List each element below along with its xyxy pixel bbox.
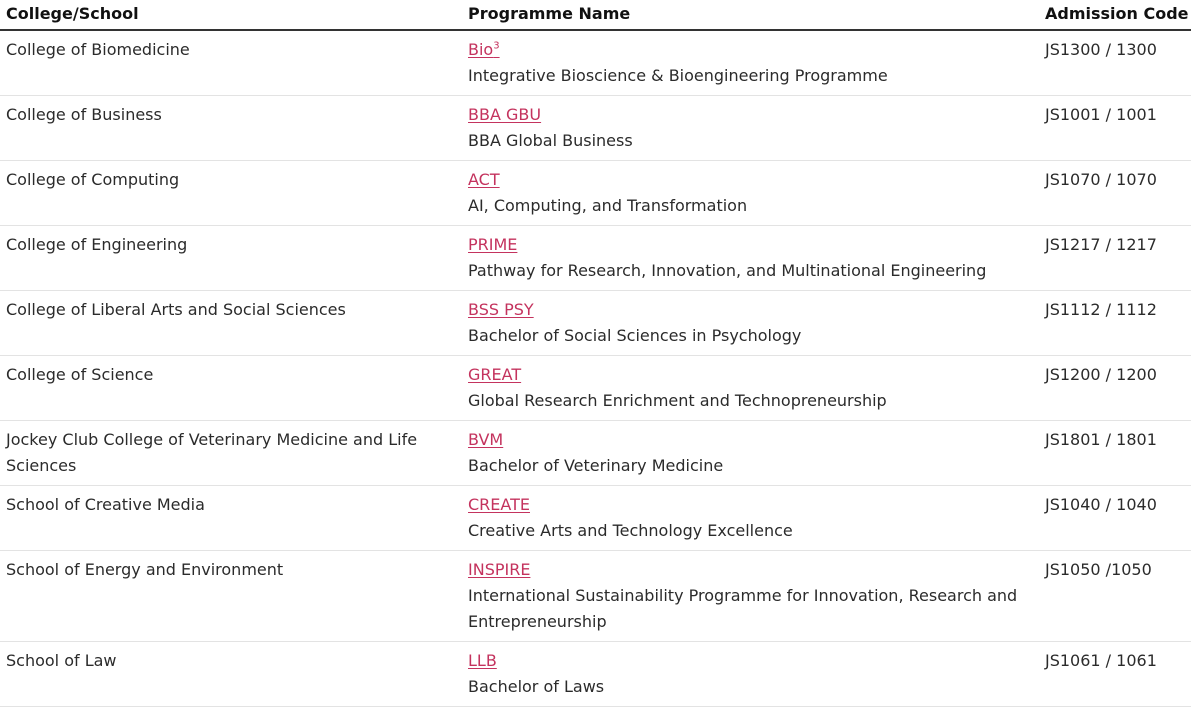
header-admission-code: Admission Code (1039, 0, 1191, 30)
admission-code-cell: JS1040 / 1040 (1039, 486, 1191, 551)
college-name-cell: College of Biomedicine (0, 30, 462, 96)
table-row (0, 30, 1191, 96)
college-name-cell: College of Business (0, 96, 462, 161)
programme-full-name: Bachelor of Social Sciences in Psychology (468, 326, 802, 345)
college-name-cell: College of Computing (0, 161, 462, 226)
programme-abbr: GREAT (468, 365, 522, 384)
programme-abbr: BSS PSY (468, 300, 534, 319)
admission-code-cell: JS1061 / 1061 (1039, 642, 1191, 707)
header-college: College/School (0, 0, 462, 30)
college-name-cell: School of Law (0, 642, 462, 707)
programme-full-name: BBA Global Business (468, 131, 633, 150)
admission-code-cell: JS1001 / 1001 (1039, 96, 1191, 161)
programme-abbr: INSPIRE (468, 560, 531, 579)
programme-abbr: PRIME (468, 235, 518, 254)
admission-code-cell: JS1300 / 1300 (1039, 30, 1191, 96)
admission-code-cell: JS1070 / 1070 (1039, 161, 1191, 226)
programme-abbr: BVM (468, 430, 504, 449)
programme-link[interactable] (468, 651, 497, 670)
programme-cell (462, 421, 1039, 486)
programme-cell (462, 30, 1039, 96)
programme-full-name: AI, Computing, and Transformation (468, 196, 748, 215)
college-name-cell: College of Science (0, 356, 462, 421)
table-row (0, 291, 1191, 356)
table-row (0, 642, 1191, 707)
college-name-cell: Jockey Club College of Veterinary Medicine and Life Sciences (0, 421, 462, 486)
programme-link[interactable] (468, 170, 500, 189)
programme-cell (462, 642, 1039, 707)
programme-link[interactable] (468, 40, 500, 59)
college-name-cell: School of Creative Media (0, 486, 462, 551)
programme-abbr: LLB (468, 651, 497, 670)
programme-cell (462, 96, 1039, 161)
college-name-cell: School of Energy and Environment (0, 551, 462, 642)
programme-link[interactable] (468, 560, 530, 579)
table-header-row (0, 0, 1191, 30)
programme-cell (462, 551, 1039, 642)
programme-cell (462, 486, 1039, 551)
table-row (0, 226, 1191, 291)
programme-link[interactable] (468, 495, 530, 514)
programme-abbr-superscript: 3 (493, 40, 500, 52)
programme-full-name: Creative Arts and Technology Excellence (468, 521, 793, 540)
admission-code-cell: JS1801 / 1801 (1039, 421, 1191, 486)
admission-code-cell: JS1050 /1050 (1039, 551, 1191, 642)
programme-link[interactable] (468, 105, 541, 124)
programme-full-name: Integrative Bioscience & Bioengineering Programme (468, 66, 888, 85)
programme-abbr: ACT (468, 170, 500, 189)
programme-full-name: Bachelor of Laws (468, 677, 605, 696)
admission-code-cell: JS1112 / 1112 (1039, 291, 1191, 356)
programme-cell (462, 291, 1039, 356)
college-name-cell: College of Liberal Arts and Social Sciences (0, 291, 462, 356)
programme-link[interactable] (468, 430, 503, 449)
table-row (0, 551, 1191, 642)
table-row (0, 421, 1191, 486)
programme-full-name: Bachelor of Veterinary Medicine (468, 456, 724, 475)
programme-cell (462, 356, 1039, 421)
table-row (0, 356, 1191, 421)
programme-cell (462, 161, 1039, 226)
table-row (0, 486, 1191, 551)
table-row (0, 96, 1191, 161)
admission-code-cell: JS1217 / 1217 (1039, 226, 1191, 291)
header-programme: Programme Name (462, 0, 1039, 30)
programme-full-name: Pathway for Research, Innovation, and Multinational Engineering (468, 261, 987, 280)
programme-link[interactable] (468, 300, 534, 319)
programme-full-name: Global Research Enrichment and Technopreneurship (468, 391, 887, 410)
college-name-cell: College of Engineering (0, 226, 462, 291)
admission-code-cell: JS1200 / 1200 (1039, 356, 1191, 421)
programme-full-name: International Sustainability Programme for Innovation, Research and Entrepreneurship (468, 586, 1018, 631)
programme-cell (462, 226, 1039, 291)
programme-abbr: Bio (468, 40, 494, 59)
programme-link[interactable] (468, 235, 517, 254)
programme-link[interactable] (468, 365, 521, 384)
table-row (0, 161, 1191, 226)
programme-abbr: CREATE (468, 495, 530, 514)
programme-abbr: BBA GBU (468, 105, 542, 124)
